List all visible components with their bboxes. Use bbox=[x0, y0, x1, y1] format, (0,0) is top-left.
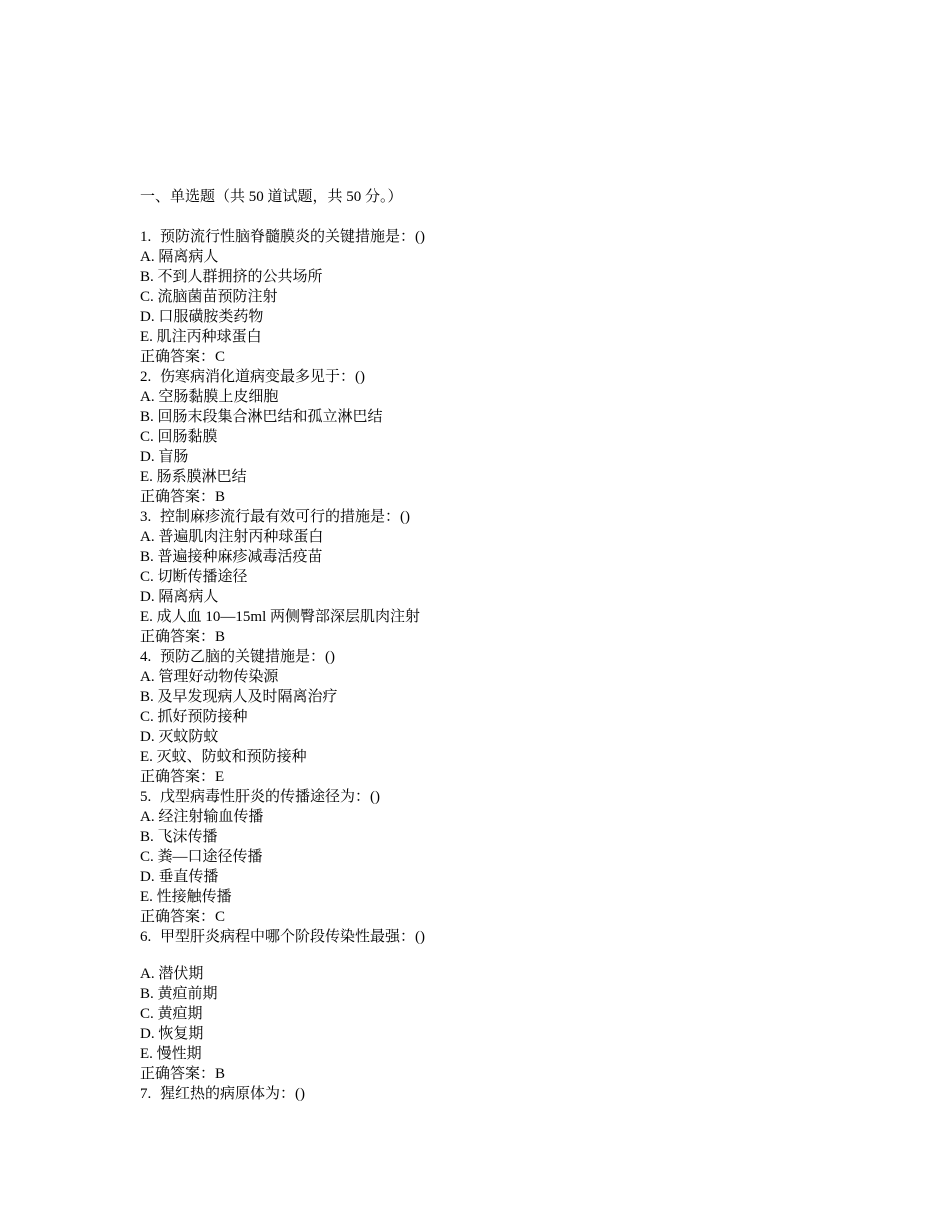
question-6 bbox=[140, 927, 840, 1084]
option-a: A. 管理好动物传染源 bbox=[140, 669, 279, 685]
option-e: E. 性接触传播 bbox=[140, 889, 232, 905]
question-1 bbox=[140, 227, 840, 367]
question-title bbox=[140, 507, 840, 527]
option-c: C. 抓好预防接种 bbox=[140, 709, 248, 725]
question-number: 2. bbox=[140, 369, 152, 385]
question-text: 控制麻疹流行最有效可行的措施是：() bbox=[160, 509, 410, 525]
option-e: E. 灭蚊、防蚊和预防接种 bbox=[140, 749, 307, 765]
option-e: E. 肠系膜淋巴结 bbox=[140, 469, 247, 485]
option-c: C. 切断传播途径 bbox=[140, 569, 248, 585]
option-a: A. 经注射输血传播 bbox=[140, 809, 264, 825]
option-d: D. 隔离病人 bbox=[140, 589, 219, 605]
question-number: 4. bbox=[140, 649, 152, 665]
option-a: A. 隔离病人 bbox=[140, 249, 219, 265]
correct-answer: 正确答案：B bbox=[140, 489, 226, 505]
question-title bbox=[140, 787, 840, 807]
option-c: C. 回肠黏膜 bbox=[140, 429, 218, 445]
question-text: 预防乙脑的关键措施是：() bbox=[160, 649, 335, 665]
option-a: A. 潜伏期 bbox=[140, 966, 204, 982]
question-number: 3. bbox=[140, 509, 152, 525]
option-b: B. 飞沫传播 bbox=[140, 829, 218, 845]
option-c: C. 粪—口途径传播 bbox=[140, 849, 263, 865]
section-title: 一、单选题（共 50 道试题，共 50 分。） bbox=[140, 189, 403, 205]
correct-answer: 正确答案：C bbox=[140, 349, 226, 365]
question-text: 猩红热的病原体为：() bbox=[160, 1086, 305, 1102]
question-number: 6. bbox=[140, 929, 152, 945]
correct-answer: 正确答案：E bbox=[140, 769, 225, 785]
option-b: B. 不到人群拥挤的公共场所 bbox=[140, 269, 323, 285]
option-a: A. 空肠黏膜上皮细胞 bbox=[140, 389, 279, 405]
correct-answer: 正确答案：C bbox=[140, 909, 226, 925]
option-d: D. 口服磺胺类药物 bbox=[140, 309, 264, 325]
question-text: 甲型肝炎病程中哪个阶段传染性最强：() bbox=[160, 929, 425, 945]
option-b: B. 回肠末段集合淋巴结和孤立淋巴结 bbox=[140, 409, 383, 425]
option-b: B. 黄疸前期 bbox=[140, 986, 218, 1002]
option-d: D. 恢复期 bbox=[140, 1026, 204, 1042]
question-5 bbox=[140, 787, 840, 927]
question-text: 伤寒病消化道病变最多见于：() bbox=[160, 369, 365, 385]
option-d: D. 灭蚊防蚊 bbox=[140, 729, 219, 745]
question-title bbox=[140, 367, 840, 387]
question-7 bbox=[140, 1084, 840, 1104]
question-title bbox=[140, 227, 840, 247]
option-d: D. 盲肠 bbox=[140, 449, 189, 465]
question-number: 7. bbox=[140, 1086, 152, 1102]
option-d: D. 垂直传播 bbox=[140, 869, 219, 885]
question-3 bbox=[140, 507, 840, 647]
option-e: E. 成人血 10—15ml 两侧臀部深层肌肉注射 bbox=[140, 609, 420, 625]
correct-answer: 正确答案：B bbox=[140, 629, 226, 645]
question-4 bbox=[140, 647, 840, 787]
option-b: B. 普遍接种麻疹减毒活疫苗 bbox=[140, 549, 323, 565]
document-page bbox=[140, 187, 840, 1104]
option-a: A. 普遍肌肉注射丙种球蛋白 bbox=[140, 529, 324, 545]
correct-answer: 正确答案：B bbox=[140, 1066, 226, 1082]
option-c: C. 流脑菌苗预防注射 bbox=[140, 289, 278, 305]
question-number: 5. bbox=[140, 789, 152, 805]
question-text: 预防流行性脑脊髓膜炎的关键措施是：() bbox=[160, 229, 425, 245]
question-2 bbox=[140, 367, 840, 507]
option-c: C. 黄疸期 bbox=[140, 1006, 203, 1022]
question-text: 戊型病毒性肝炎的传播途径为：() bbox=[160, 789, 380, 805]
question-title bbox=[140, 927, 840, 947]
option-b: B. 及早发现病人及时隔离治疗 bbox=[140, 689, 338, 705]
option-e: E. 慢性期 bbox=[140, 1046, 202, 1062]
option-e: E. 肌注丙种球蛋白 bbox=[140, 329, 262, 345]
question-number: 1. bbox=[140, 229, 152, 245]
question-title bbox=[140, 647, 840, 667]
question-title bbox=[140, 1084, 840, 1104]
